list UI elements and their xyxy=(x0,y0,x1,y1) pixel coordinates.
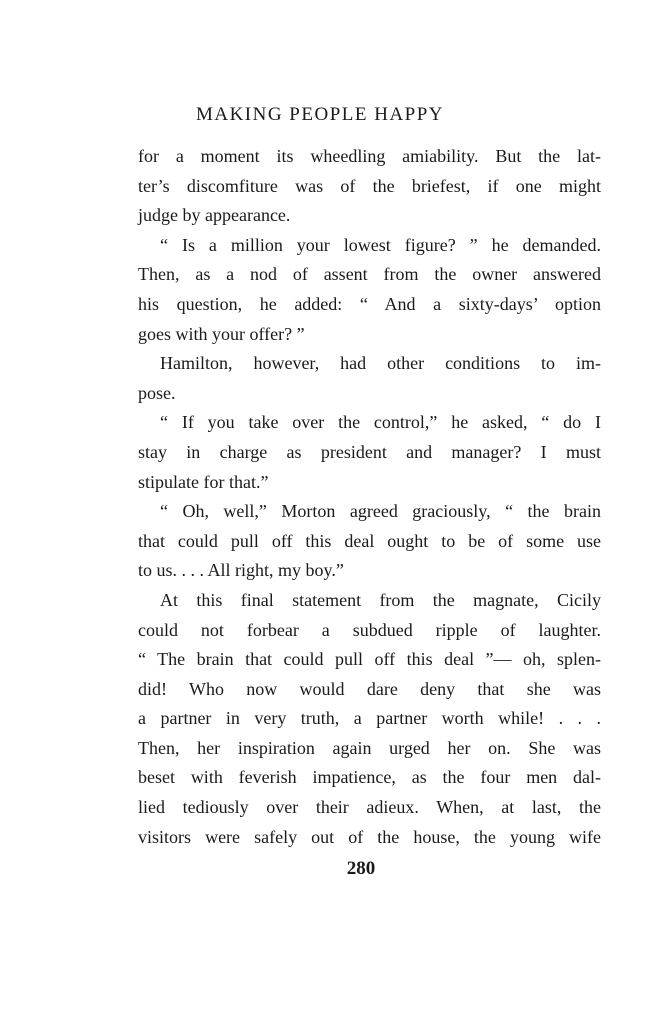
body-text xyxy=(138,142,601,852)
text-line: beset with feverish impatience, as the four men dal- xyxy=(138,767,601,788)
text-line: lied tediously over their adieux. When, at last, the xyxy=(138,797,601,818)
text-line: could not forbear a subdued ripple of laughter. xyxy=(138,619,601,640)
text-line: “ Is a million your lowest figure? ” he demanded. xyxy=(160,234,601,255)
text-line: stipulate for that.” xyxy=(138,471,269,492)
text-line: a partner in very truth, a partner worth while! . . . xyxy=(138,708,601,729)
text-line: his question, he added: “ And a sixty-days’ option xyxy=(138,293,601,314)
text-line: to us. . . . All right, my boy.” xyxy=(138,560,344,581)
running-head: MAKING PEOPLE HAPPY xyxy=(195,104,445,125)
text-line: At this final statement from the magnate, Cicily xyxy=(160,589,601,610)
text-line: Hamilton, however, had other conditions to im- xyxy=(160,353,601,374)
page-number: 280 xyxy=(346,858,376,879)
text-line: that could pull off this deal ought to be of some use xyxy=(138,530,601,551)
text-line: judge by appearance. xyxy=(138,205,291,226)
text-line: Then, her inspiration again urged her on. She was xyxy=(138,737,601,758)
text-line: stay in charge as president and manager? I must xyxy=(138,441,601,462)
text-line: visitors were safely out of the house, the young wife xyxy=(138,826,601,847)
text-line: Then, as a nod of assent from the owner answered xyxy=(138,264,601,285)
text-line: “ If you take over the control,” he asked, “ do I xyxy=(160,412,601,433)
text-line: “ The brain that could pull off this deal ”— oh, splen- xyxy=(138,649,601,670)
text-line: pose. xyxy=(138,382,176,403)
text-line: did! Who now would dare deny that she was xyxy=(138,678,601,699)
text-line: “ Oh, well,” Morton agreed graciously, “ the brain xyxy=(160,501,601,522)
text-line: goes with your offer? ” xyxy=(138,323,305,344)
text-line: for a moment its wheedling amiability. But the lat- xyxy=(138,146,601,166)
text-line: ter’s discomfiture was of the briefest, if one might xyxy=(138,175,601,196)
